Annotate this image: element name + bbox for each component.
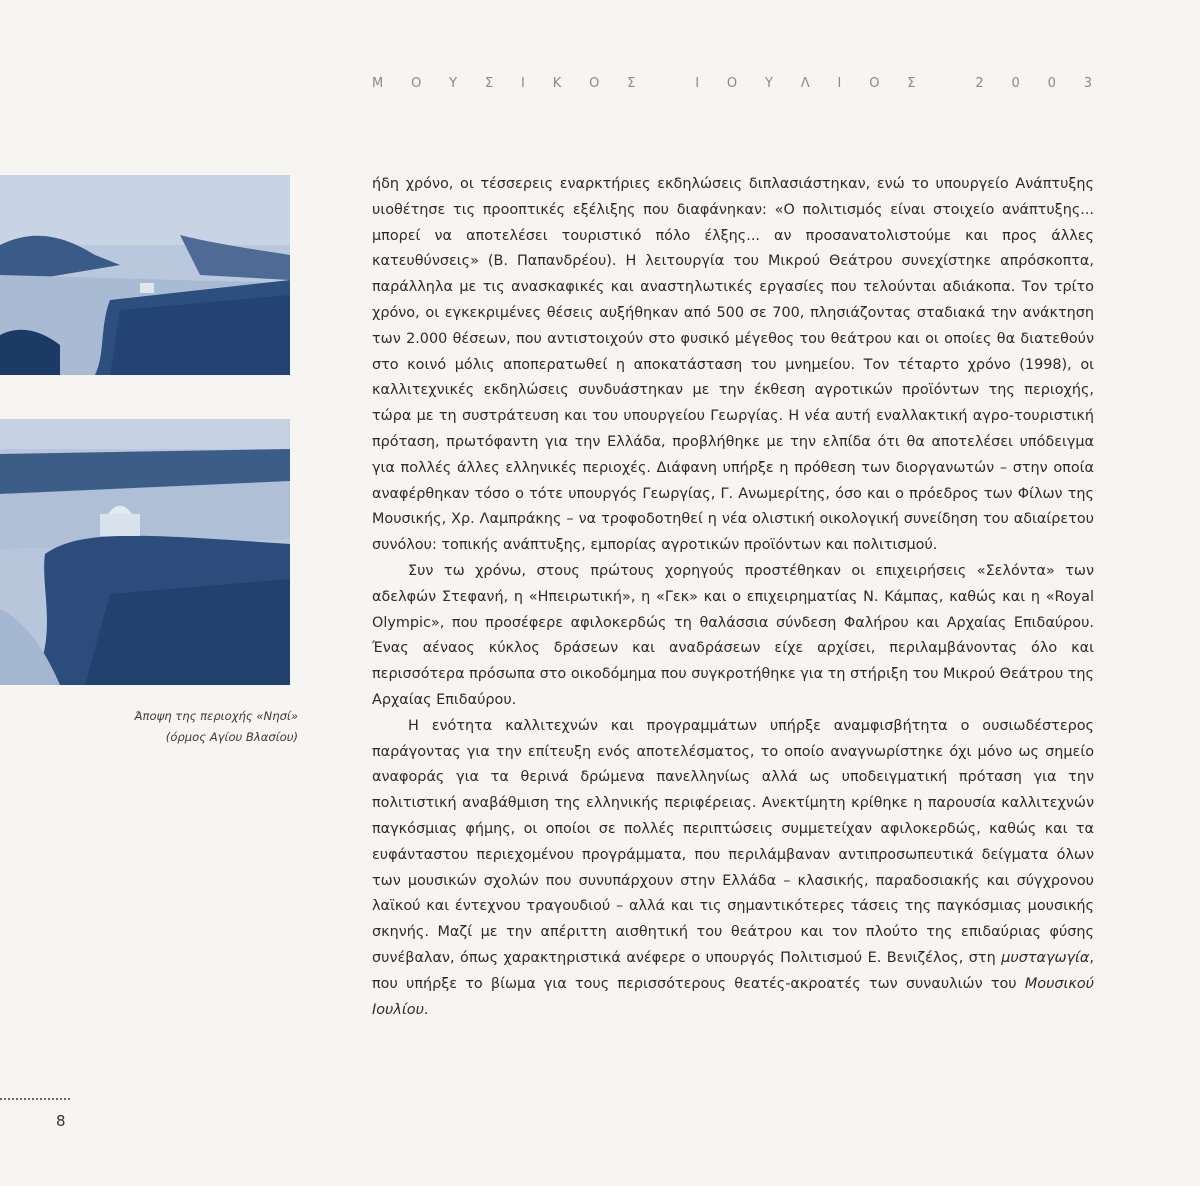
landscape-photo-bottom <box>0 419 290 685</box>
running-header-letter <box>943 76 947 91</box>
running-header-letter: Σ <box>907 76 916 91</box>
running-header-letter: Μ <box>372 76 384 91</box>
running-header-letter: Ι <box>695 76 700 91</box>
body-text <box>372 172 1094 1023</box>
paragraph-3-text-c: . <box>423 1001 429 1018</box>
running-header-letter: Σ <box>484 76 494 91</box>
running-header-letter: 3 <box>1083 76 1092 91</box>
figure-caption <box>0 706 298 748</box>
paragraph-2: Συν τω χρόνω, στους πρώτους χορηγούς προστέθηκαν οι επιχειρήσεις «Σελόντα» των αδελφών Στεφανή, η «Ηπειρωτική», η «Γεκ» και ο επιχειρηματίας Ν. Κάμπας, καθώς και η «Royal Olympic», που προσέφερε αφιλοκερδώς τη θαλάσσια σύνδεση Φαλήρου και Αρχαίας Επιδαύρου. Ένας αέναος κύκλος δράσεων και αναδράσεων είχε αρχίσει, περιλαμβάνοντας όλο και περισσότερα πρόσωπα στο οικοδόμημα που συγκροτήθηκε για τη στήριξη του Μικρού Θεάτρου της Αρχαίας Επιδαύρου. <box>372 562 1094 708</box>
running-header-letter: Υ <box>449 76 458 91</box>
running-header-letter: Σ <box>627 76 636 91</box>
running-header-letter: Λ <box>800 76 810 91</box>
running-header-letter: Υ <box>764 76 773 91</box>
photo-top-image <box>0 175 290 375</box>
running-header-letter: Ο <box>411 76 422 91</box>
running-header-letter <box>663 76 667 91</box>
paragraph-3 <box>372 714 1094 1024</box>
paragraph-3-emphasis-festival: Μουσικού Ιουλίου <box>372 975 1094 1018</box>
page-number: 8 <box>56 1112 66 1130</box>
paragraph-3-text-a: Η ενότητα καλλιτεχνών και προγραμμάτων υπήρξε αναμφισβήτητα ο ουσιωδέστερος παράγοντας για την επίτευξη ενός αποτελέσματος, το οποίο αναγνωρίστηκε όχι μόνο ως σημείο αναφοράς για τα θερινά δρώμενα πανελληνίως αλλά ως υποδειγματική πρόταση για την πολιτιστική αναβάθμιση της ελληνικής περιφέρειας. Ανεκτίμητη κρίθηκε η παρουσία καλλιτεχνών παγκόσμιας φήμης, οι οποίοι σε πολλές περιπτώσεις συμμετείχαν αφιλοκερδώς, καθώς και τα ευφάνταστου περιεχομένου προγράμματα, που περιλάμβαναν αντιπροσωπευτικά δείγματα όλων των μουσικών σχολών που συνυπάρχουν στην Ελλάδα – κλασικής, παραδοσιακής και σύγχρονου λαϊκού και έντεχνου τραγουδιού – αλλά και τις σημαντικότερες τάσεις της παγκόσμιας μουσικής σκηνής. Μαζί με την απέριττη αισθητική του θεάτρου και τον πλούτο της επιδαύριας φύσης συνέβαλαν, όπως χαρακτηριστικά ανέφερε ο υπουργός Πολιτισμού Ε. Βενιζέλος, στη <box>372 717 1094 966</box>
running-header-letter: Ο <box>869 76 880 91</box>
caption-line-2: (όρμος Αγίου Βλασίου) <box>165 730 298 744</box>
running-header-letter: Ι <box>521 76 525 91</box>
caption-line-1: Άποψη της περιοχής «Νησί» <box>134 709 298 723</box>
folio-dotted-rule <box>0 1098 70 1100</box>
photo-bottom-image <box>0 419 290 685</box>
running-header-letter: Ο <box>726 76 738 91</box>
landscape-photo-top <box>0 175 290 375</box>
running-header-letter: 2 <box>975 76 984 91</box>
running-header-letter: Κ <box>552 76 562 91</box>
running-header-letter: 0 <box>1011 76 1020 91</box>
paragraph-3-text-b: , που υπήρξε το βίωμα για τους περισσότερους θεατές-ακροατές των συναυλιών του <box>372 949 1094 992</box>
running-header-letter: Ο <box>589 76 600 91</box>
running-header <box>372 76 1092 91</box>
running-header-letter: 0 <box>1047 76 1056 91</box>
paragraph-3-emphasis-mystagogy: μυσταγωγία <box>1001 949 1090 966</box>
running-header-letter: Ι <box>837 76 842 91</box>
paragraph-1: ήδη χρόνο, οι τέσσερεις εναρκτήριες εκδηλώσεις διπλασιάστηκαν, ενώ το υπουργείο Ανάπτυξης υιοθέτησε τις προοπτικές εξέλιξης που διαφάνηκαν: «Ο πολιτισμός είναι στοιχείο ανάπτυξης... μπορεί να αποτελέσει τουριστικό πόλο έλξης... αν προσανατολιστούμε και προς άλλες κατευθύνσεις» (Β. Παπανδρέου). Η λειτουργία του Μικρού Θεάτρου συνεχίστηκε απρόσκοπτα, παράλληλα με τις ανασκαφικές και αναστηλωτικές εργασίες που τελούνται αδιάκοπα. Τον τρίτο χρόνο, οι εγκεκριμένες θέσεις αυξήθηκαν από 500 σε 700, πλησιάζοντας σταδιακά την ανάκτηση των 2.000 θέσεων, που αντιστοιχούν στο φυσικό μέγεθος του θεάτρου και οι οποίες θα διατεθούν στο κοινό μόλις αποπερατωθεί η αποκατάσταση του μνημείου. Τον τέταρτο χρόνο (1998), οι καλλιτεχνικές εκδηλώσεις συνδυάστηκαν με την έκθεση αγροτικών προϊόντων της περιοχής, τώρα με τη συστράτευση και του υπουργείου Γεωργίας. Η νέα αυτή εναλλακτική αγρο-τουριστική πρόταση, πρωτόφαντη για την Ελλάδα, προβλήθηκε με την ελπίδα ότι θα αποτελέσει υπόδειγμα για πολλές άλλες ελληνικές περιοχές. Διάφανη υπήρξε η πρόθεση των διοργανωτών – στην οποία αναφέρθηκαν τόσο ο τότε υπουργός Γεωργίας, Γ. Ανωμερίτης, όσο και ο πρόεδρος των Φίλων της Μουσικής, Χρ. Λαμπράκης – να τροφοδοτηθεί η νέα ολιστική οικολογική συνείδηση του αδιαίρετου συνόλου: τοπικής ανάπτυξης, εμπορίας αγροτικών προϊόντων και πολιτισμού. <box>372 176 1094 554</box>
